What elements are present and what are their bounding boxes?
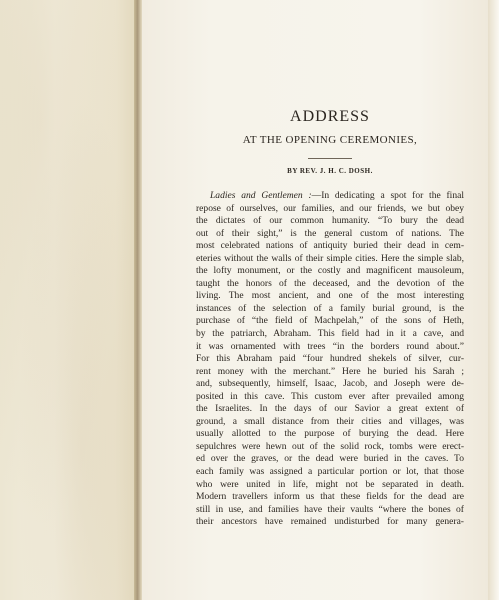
document-title: ADDRESS [290, 108, 370, 125]
text-line: purchase of “the field of Machpelah,” of the sons of Heth, [196, 315, 464, 327]
text-line: eteries without the walls of their simple cities. Here the simple slab, [196, 252, 464, 264]
text-line: the dictates of our common humanity. “To bury the dead [196, 215, 464, 227]
text-line: still in use, and families have their vaults “where the bones of [196, 503, 464, 515]
text-line: ed over the graves, or the dead were buried in the caves. To [196, 453, 464, 465]
text-line: by the patriarch, Abraham. This field had in it a cave, and [196, 328, 464, 340]
salutation: Ladies and Gentlemen : [210, 190, 312, 201]
text-line: taught the honors of the deceased, and the devotion of the [196, 277, 464, 289]
text-line: living. The most ancient, and one of the most interesting [196, 290, 464, 302]
text-line: Modern travellers inform us that these fields for the dead are [196, 491, 464, 503]
text-line: each family was assigned a particular portion or lot, that those [196, 466, 464, 478]
text-line: sepulchres were hewn out of the solid rock, tombs were erect- [196, 440, 464, 452]
text-line [196, 190, 464, 203]
text-line: who were united in life, might not be separated in death. [196, 478, 464, 490]
text-line: posited in this cave. This custom ever after prevailed among [196, 390, 464, 402]
text-line: usually allotted to the purpose of burying the dead. Here [196, 428, 464, 440]
text-line: the Israelites. In the days of our Savior a great extent of [196, 403, 464, 415]
text-line: and, subsequently, himself, Isaac, Jacob, and Joseph were de- [196, 378, 464, 390]
text-line: For this Abraham paid “four hundred shekels of silver, cur- [196, 353, 464, 365]
document-subtitle: AT THE OPENING CEREMONIES, [242, 134, 418, 146]
left-page-blank [0, 0, 136, 600]
text-line: most celebrated nations of antiquity buried their dead in cem- [196, 240, 464, 252]
author-byline: BY REV. J. H. C. DOSH. [287, 167, 373, 175]
text-line: it was ornamented with trees “in the borders round about.” [196, 340, 464, 352]
page-text-block [196, 108, 464, 529]
text-line: instances of the selection of a family burial ground, is the [196, 302, 464, 314]
text-line: out of their sight,” is the general custom of nations. The [196, 227, 464, 239]
address-body [196, 190, 464, 529]
page-edge [488, 0, 499, 600]
text-line: ground, a small distance from their cities and villages, was [196, 415, 464, 427]
title-rule [308, 158, 352, 159]
text-line-content: —In dedicating a spot for the final [311, 190, 464, 201]
text-line: their ancestors have remained undisturbed for many genera- [196, 516, 464, 528]
text-line: rent money with the merchant.” Here he buried his Sarah ; [196, 365, 464, 377]
text-line: the lofty monument, or the costly and magnificent mausoleum, [196, 265, 464, 277]
text-line: repose of ourselves, our families, and our friends, we but obey [196, 202, 464, 214]
